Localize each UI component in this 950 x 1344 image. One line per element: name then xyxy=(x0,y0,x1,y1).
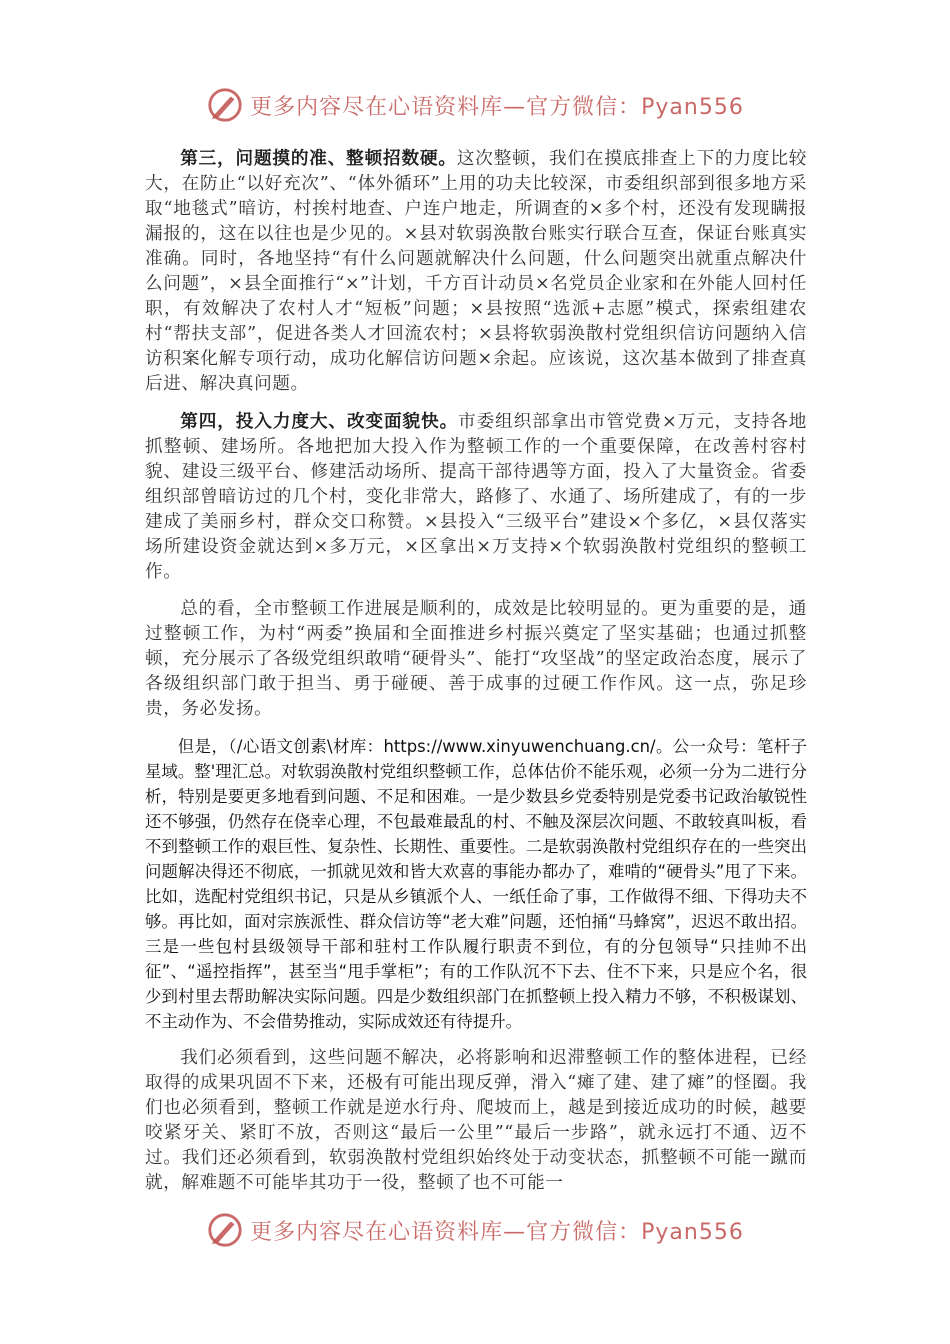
paragraph-must-see xyxy=(145,1046,807,1196)
paragraph-heading: 第三，问题摸的准、整顿招数硬。 xyxy=(180,148,457,169)
footer-watermark xyxy=(0,1208,950,1252)
watermark-text: 更多内容尽在心语资料库—官方微信：Pyan556 xyxy=(250,94,744,120)
paragraph-text: 我们必须看到，这些问题不解决，必将影响和迟滞整顿工作的整体进程，已经取得的成果巩固不下来，还极有可能出现反弹，滑入“瘫了建、建了瘫”的怪圈。我们也必须看到，整顿工作就是逆水行舟、爬坡而上，越是到接近成功的时候，越要咬紧牙关、紧盯不放，否则这“最后一公里”“最后一步路”，就永远打不通、迈不过。我们还必须看到，软弱涣散村党组织始终处于动变状态，抓整顿不可能一蹴而就，解难题不可能毕其功于一役，整顿了也不可能一 xyxy=(145,1048,807,1193)
paragraph-text: 总的看，全市整顿工作进展是顺利的，成效是比较明显的。更为重要的是，通过整顿工作，为村“两委”换届和全面推进乡村振兴奠定了坚实基础；也通过抓整顿，充分展示了各级党组织敢啃“硬骨头”、能打“攻坚战”的坚定政治态度，展示了各级组织部门敢于担当、勇于碰硬、善于成事的过硬工作作风。这一点，弥足珍贵，务必发扬。 xyxy=(145,599,807,719)
pen-logo-icon xyxy=(206,1211,244,1249)
paragraph-text: 但是，（/心语文创素\材库：https://www.xinyuwenchuang.cn/。公一众号：笔杆子星域。整'理汇总。对软弱涣散村党组织整顿工作，总体估价不能乐观，必须一分为二进行分析，特别是要更多地看到问题、不足和困难。一是少数县乡党委特别是党委书记政治敏锐性还不够强，仍然存在侥幸心理，不包最难最乱的村、不触及深层次问题、不敢较真叫板，看不到整顿工作的艰巨性、复杂性、长期性、重要性。二是软弱涣散村党组织存在的一些突出问题解决得还不彻底，一抓就见效和皆大欢喜的事能办都办了，难啃的“硬骨头”甩了下来。 比如，选配村党组织书记，只是从乡镇派个人、一纸任命了事，工作做得不细、下得功夫不够。再比如，面对宗族派性、群众信访等“老大难”问题，还怕捅“马蜂窝”，迟迟不敢出招。三是一些包村县级领导干部和驻村工作队履行职责不到位，有的分包领导“只挂帅不出征”、“遥控指挥”，甚至当“甩手掌柜”；有的工作队沉不下去、住不下来，只是应个名，很少到村里去帮助解决实际问题。四是少数组织部门在抓整顿上投入精力不够，不积极谋划、不主动作为、不会借势推动，实际成效还有待提升。 xyxy=(145,737,807,1031)
watermark-text: 更多内容尽在心语资料库—官方微信：Pyan556 xyxy=(250,1219,744,1245)
paragraph-text: 这次整顿，我们在摸底排查上下的力度比较大，在防止“以好充次”、“体外循环”上用的功夫比较深，市委组织部到很多地方采取“地毯式”暗访，村挨村地查、户连户地走，所调查的×多个村，还没有发现瞒报漏报的，这在以往也是少见的。×县对软弱涣散台账实行联合互查，保证台账真实准确。同时，各地坚持“有什么问题就解决什么问题，什么问题突出就重点解决什么问题”，×县全面推行“×”计划，千方百计动员×名党员企业家和在外能人回村任职，有效解决了农村人才“短板”问题；×县按照“选派+志愿”模式，探索组建农村“帮扶支部”，促进各类人才回流农村；×县将软弱涣散村党组织信访问题纳入信访积案化解专项行动，成功化解信访问题×余起。应该说，这次基本做到了排查真后进、解决真问题。 xyxy=(145,149,807,394)
paragraph-summary xyxy=(145,597,807,722)
pen-logo-icon xyxy=(206,86,244,124)
document-body xyxy=(145,146,807,1208)
paragraph-fourth-point xyxy=(145,409,807,585)
paragraph-problems xyxy=(145,734,807,1034)
paragraph-heading: 第四，投入力度大、改变面貌快。 xyxy=(180,411,459,432)
header-watermark xyxy=(0,83,950,127)
paragraph-text: 市委组织部拿出市管党费×万元，支持各地抓整顿、建场所。各地把加大投入作为整顿工作的一个重要保障，在改善村容村貌、建设三级平台、修建活动场所、提高干部待遇等方面，投入了大量资金。省委组织部曾暗访过的几个村，变化非常大，路修了、水通了、场所建成了，有的一步建成了美丽乡村，群众交口称赞。×县投入“三级平台”建设×个多亿，×县仅落实场所建设资金就达到×多万元，×区拿出×万支持×个软弱涣散村党组织的整顿工作。 xyxy=(145,412,807,582)
paragraph-third-point xyxy=(145,146,807,397)
